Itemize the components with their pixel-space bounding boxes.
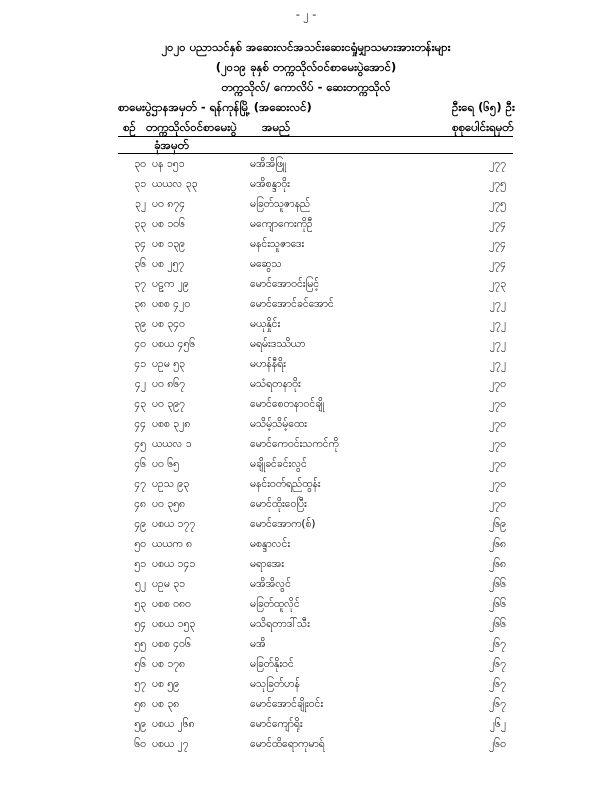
roll-number: ယယလ ၁ (152, 438, 192, 450)
row-number: ၅၇ (134, 678, 146, 690)
table-row (0, 698, 612, 718)
table-row (0, 258, 612, 278)
total-marks: ၂၇၄ (489, 238, 506, 250)
roll-number: ပဝ ၈၆၇ (152, 378, 186, 390)
table-row (0, 158, 612, 178)
student-name: မအိ (250, 638, 266, 650)
document-subtitle: (၂၀၁၉ ခုနှစ် တက္ကသိုလ်ဝင်စာမေးပွဲအောင်) (215, 60, 397, 74)
table-row (0, 678, 612, 698)
total-marks: ၂၆၇ (489, 678, 506, 690)
student-name: မဆွေသ (250, 258, 282, 270)
row-number: ၃၈ (134, 298, 146, 310)
total-marks: ၂၆၀ (489, 738, 506, 750)
exam-center: စာမေးပွဲဌာနအမှတ် - ရန်ကုန်မြို့ (အဆေးလင်) (118, 100, 312, 114)
row-number: ၃၀ (134, 158, 146, 170)
student-name: မအိအိလွင် (250, 578, 291, 590)
roll-number: ယယက ၈ (152, 538, 192, 550)
row-number: ၅၂ (134, 578, 146, 590)
table-row (0, 238, 612, 258)
table-row (0, 618, 612, 638)
university-line: တက္ကသိုလ်/ ကောလိပ် - ဆေးတက္ကသိုလ် (221, 80, 391, 94)
column-header-name: အမည် (262, 120, 291, 134)
row-number: ၄၀ (134, 338, 146, 350)
roll-number: ပဝ ၆၅ (152, 458, 180, 470)
table-row (0, 478, 612, 498)
table-row (0, 398, 612, 418)
row-number: ၄၃ (134, 398, 146, 410)
student-name: မသံရတနာဝိုး (250, 378, 301, 390)
row-number: ၅၃ (134, 598, 146, 610)
table-row (0, 338, 612, 358)
roll-number: ပစစ ၀၈၀ (152, 598, 191, 610)
column-header-roll: တက္ကသိုလ်ဝင်စာမေးပွဲ (146, 120, 237, 134)
row-number: ၃၁ (134, 178, 146, 190)
table-row (0, 518, 612, 538)
total-marks: ၂၇၄ (489, 258, 506, 270)
student-name: မောင်ကျော်ရိုး (250, 718, 303, 730)
total-marks: ၂၇၀ (489, 438, 506, 450)
roll-number: ပစ ၃၈ (152, 698, 180, 710)
student-name: မောင်အောင်ချိုးဝင်း (250, 698, 324, 710)
roll-number: ပဝ ၃၅၈ (152, 498, 186, 510)
roll-number: ပဝ ၈၇၄ (152, 198, 186, 210)
roll-number: ပဠက ၂၉ (152, 278, 189, 290)
student-name: မောင်အောဝင်းမြင့် (250, 278, 320, 290)
row-number: ၅၅ (134, 638, 146, 650)
table-row (0, 278, 612, 298)
roll-number: ပဥမ ၃၁ (152, 578, 185, 590)
roll-number: ပစ ၅၉ (152, 678, 180, 690)
table-row (0, 178, 612, 198)
roll-number: ပစ ၁၇၈ (152, 658, 186, 670)
student-name: မောင်ထိရောကုမာရ် (250, 738, 325, 750)
student-count: ဦးရေ (၆၅) ဦး (452, 100, 515, 114)
total-marks: ၂၇၀ (489, 478, 506, 490)
roll-number: ပစယ ၂၆၈ (152, 718, 195, 730)
table-row (0, 378, 612, 398)
total-marks: ၂၇၂ (489, 318, 506, 330)
total-marks: ၂၇၀ (489, 498, 506, 510)
column-header-marks: စုစုပေါင်းရမှတ် (452, 120, 514, 134)
student-name: မောင်ကေဝင်းသကင်ကို (250, 438, 339, 450)
total-marks: ၂၇၀ (489, 378, 506, 390)
total-marks: ၂၆၇ (489, 638, 506, 650)
roll-number: ပစယ ၁၅၃ (152, 618, 196, 630)
table-row (0, 598, 612, 618)
total-marks: ၂၇၂ (489, 358, 506, 370)
table-row (0, 658, 612, 678)
roll-number: ပဥမ ၅၃ (152, 358, 185, 370)
student-name: မနင်းသူဇာဒေး (250, 238, 305, 250)
row-number: ၄၇ (134, 478, 146, 490)
student-name: မယုနှိုင်း (250, 318, 281, 330)
header-underline-top (118, 136, 513, 137)
table-row (0, 198, 612, 218)
total-marks: ၂၆၆ (489, 598, 506, 610)
row-number: ၄၈ (134, 498, 146, 510)
table-row (0, 418, 612, 438)
roll-number: ပဝ ၃၉၇ (152, 398, 185, 410)
total-marks: ၂၆၆ (489, 618, 506, 630)
total-marks: ၂၆၈ (488, 558, 506, 570)
table-row (0, 218, 612, 238)
student-name: မောင်စေတနာဝင်ချို (250, 398, 325, 410)
student-name: မသိရတာဒါ်သီး (250, 618, 310, 630)
table-row (0, 458, 612, 478)
row-number: ၃၂ (134, 198, 146, 210)
document-title: ၂၀၂၀ ပညာသင်နှစ် အဆေးလင်အသင်းဆေးငရှုံမျှာသမားအားတန်းများ (161, 40, 451, 54)
header-underline-bottom (118, 153, 513, 154)
row-number: ၆၀ (134, 738, 146, 750)
row-number: ၄၉ (134, 518, 146, 530)
row-number: ၄၅ (134, 438, 146, 450)
total-marks: ၂၆၇ (489, 698, 506, 710)
total-marks: ၂၇၀ (489, 398, 506, 410)
total-marks: ၂၇၇ (489, 158, 506, 170)
row-number: ၃၆ (134, 258, 146, 270)
row-number: ၅၈ (134, 698, 146, 710)
roll-number: ပစ ၂၅၇ (152, 258, 185, 270)
row-number: ၃၇ (134, 278, 146, 290)
total-marks: ၂၆၈ (488, 538, 506, 550)
student-name: မကျောကေးကိုဦ (250, 218, 313, 230)
row-number: ၄၂ (134, 378, 146, 390)
student-name: မရမ်းဒဿိယာ (250, 338, 306, 350)
table-row (0, 558, 612, 578)
table-row (0, 438, 612, 458)
table-row (0, 498, 612, 518)
roll-number: ပန ၁၅၁ (152, 158, 185, 170)
student-name: မခြတ်ထူလိုင် (250, 598, 300, 610)
table-row (0, 578, 612, 598)
student-name: မချိုခင်ခင်းလွင် (250, 458, 307, 470)
roll-number: ယယလ ၃၃ (152, 178, 198, 190)
roll-number: ပစ ၁၃၉ (152, 238, 185, 250)
table-row (0, 738, 612, 758)
row-number: ၃၃ (134, 218, 146, 230)
total-marks: ၂၇၄ (489, 218, 506, 230)
total-marks: ၂၇၅ (489, 178, 506, 190)
row-number: ၅၉ (134, 718, 146, 730)
row-number: ၅၆ (134, 658, 146, 670)
roll-number: ပစယ ၄၅၆ (152, 338, 196, 350)
roll-number: ပစယ ၂၇ (152, 738, 189, 750)
student-name: မောင်ထိုးဝေပြီး (250, 498, 307, 510)
total-marks: ၂၇၅ (489, 198, 506, 210)
table-row (0, 358, 612, 378)
row-number: ၄၄ (134, 418, 146, 430)
total-marks: ၂၇၂ (489, 298, 506, 310)
total-marks: ၂၇၀ (489, 458, 506, 470)
row-number: ၅၄ (134, 618, 146, 630)
student-name: မောင်အောင်ခင်အောင် (250, 298, 334, 310)
table-row (0, 718, 612, 738)
roll-number: ပစစ ၄၂၀ (152, 298, 191, 310)
row-number: ၃၉ (134, 318, 146, 330)
student-name: မောင်အောက(စ်) (250, 518, 316, 530)
total-marks: ၂၇၂ (489, 338, 506, 350)
student-name: မခြတ်နိုးဝင် (250, 658, 294, 670)
roll-number: ပဥသ ၉၃ (152, 478, 190, 490)
page-number: - ၂ - (295, 8, 317, 21)
roll-number: ပစယ ၁၇၇ (152, 518, 196, 530)
total-marks: ၂၇၃ (489, 278, 506, 290)
total-marks: ၂၆၉ (489, 518, 506, 530)
student-name: မအိအိဖြူ (250, 158, 287, 170)
student-name: မစန္ဒာလင်း (250, 538, 290, 550)
row-number: ၅၁ (134, 558, 146, 570)
table-row (0, 538, 612, 558)
student-name: မခြတ်သူဇာနည် (250, 198, 311, 210)
student-name: မနင်းဝတ်ရည်ထွန်း (250, 478, 321, 490)
student-name: မရာအေး (250, 558, 284, 570)
row-number: ၄၁ (134, 358, 146, 370)
row-number: ၄၆ (134, 458, 146, 470)
row-number: ၅၀ (134, 538, 146, 550)
table-row (0, 318, 612, 338)
student-name: မသိမ့်သိမ့်ထေး (250, 418, 307, 430)
roll-number: ပစစ ၃၂၈ (152, 418, 191, 430)
student-name: မဟန်နီရိး (250, 358, 286, 370)
total-marks: ၂၆၇ (489, 658, 506, 670)
table-row (0, 638, 612, 658)
roll-number: ပစ ၁၀၆ (152, 218, 185, 230)
roll-number: ပစစ ၄၀၆ (152, 638, 191, 650)
column-header-roll-sub: ခုံအမှတ် (154, 138, 189, 152)
student-name: မသုခြတ်ဟန် (250, 678, 300, 690)
table-row (0, 298, 612, 318)
student-name: မအိစန္ဒာဝိုး (250, 178, 290, 190)
total-marks: ၂၆၆ (489, 578, 506, 590)
column-header-no: စဉ် (123, 120, 136, 134)
roll-number: ပစ ၃၄၀ (152, 318, 185, 330)
total-marks: ၂၇၀ (489, 418, 506, 430)
row-number: ၃၄ (134, 238, 146, 250)
total-marks: ၂၆၂ (489, 718, 506, 730)
roll-number: ပစယ ၁၄၁ (152, 558, 196, 570)
